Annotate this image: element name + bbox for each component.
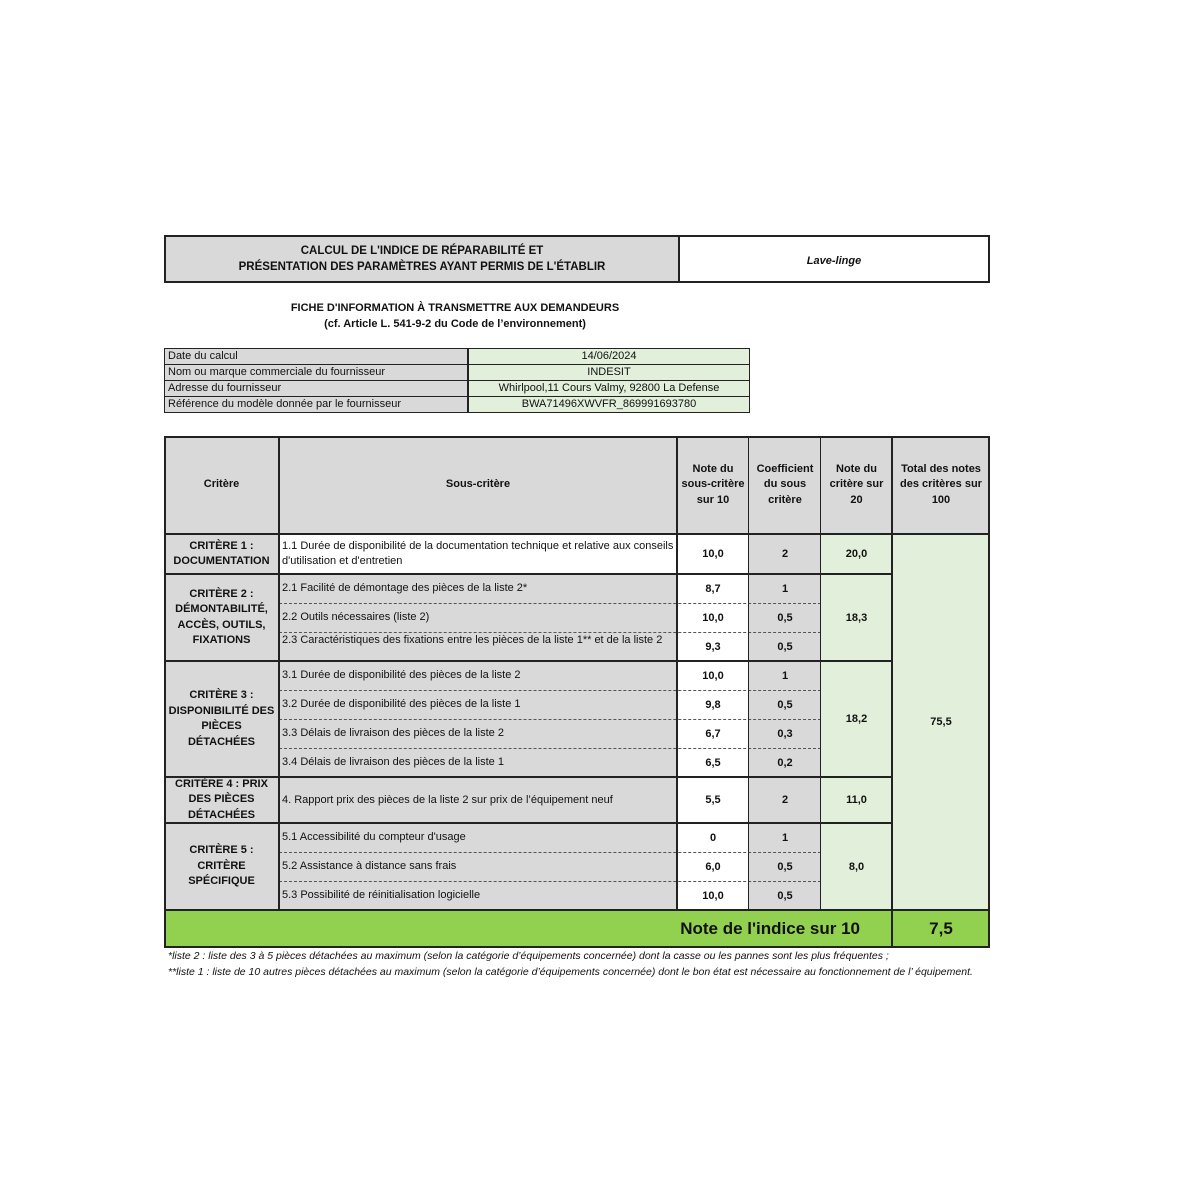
grid-line bbox=[748, 436, 749, 910]
product-type: Lave-linge bbox=[806, 255, 862, 267]
grid-line bbox=[164, 909, 990, 911]
col-header-note-sous: Note du sous-critère sur 10 bbox=[677, 436, 749, 534]
coef-2-3: 0,5 bbox=[749, 632, 821, 661]
row-separator bbox=[279, 852, 821, 853]
grid-border bbox=[988, 436, 990, 948]
coef-3-3: 0,3 bbox=[749, 719, 821, 748]
sub-criterion-3-2: 3.2 Durée de disponibilité des pièces de la liste 1 bbox=[279, 690, 677, 719]
grid-line bbox=[164, 660, 892, 662]
grid-line bbox=[676, 436, 678, 910]
coef-5-3: 0,5 bbox=[749, 881, 821, 910]
note-3-3: 6,7 bbox=[677, 719, 749, 748]
grid-border bbox=[164, 946, 990, 948]
coef-5-1: 1 bbox=[749, 823, 821, 852]
col-header-note-critere: Note du critère sur 20 bbox=[821, 436, 892, 534]
report-title bbox=[166, 237, 680, 281]
note-5-1: 0 bbox=[677, 823, 749, 852]
sub-criterion-4: 4. Rapport prix des pièces de la liste 2 sur prix de l’équipement neuf bbox=[279, 777, 677, 823]
info-label: Adresse du fournisseur bbox=[165, 381, 469, 397]
row-separator bbox=[279, 719, 821, 720]
criterion-5-name: CRITÈRE 5 : CRITÈRE SPÉCIFIQUE bbox=[164, 823, 279, 910]
col-header-coef: Coefficient du sous critère bbox=[749, 436, 821, 534]
criterion-1-name: CRITÈRE 1 : DOCUMENTATION bbox=[164, 534, 279, 574]
info-value: BWA71496XWVFR_869991693780 bbox=[468, 397, 750, 413]
note-2-1: 8,7 bbox=[677, 574, 749, 603]
criterion-5-score: 8,0 bbox=[821, 823, 892, 910]
col-header-sous-critere: Sous-critère bbox=[279, 436, 677, 534]
final-score-value: 7,5 bbox=[892, 910, 990, 948]
note-3-2: 9,8 bbox=[677, 690, 749, 719]
note-4: 5,5 bbox=[677, 777, 749, 823]
info-label: Référence du modèle donnée par le fournisseur bbox=[165, 397, 469, 413]
info-row bbox=[165, 397, 750, 413]
coef-3-1: 1 bbox=[749, 661, 821, 690]
criterion-3-score: 18,2 bbox=[821, 661, 892, 777]
note-1-1: 10,0 bbox=[677, 534, 749, 574]
note-2-3: 9,3 bbox=[677, 632, 749, 661]
footnote-liste-2: *liste 2 : liste des 3 à 5 pièces détachées au maximum (selon la catégorie d’équipements concernée) dont la casse ou les pannes sont les plus fréquentes ; bbox=[168, 950, 889, 962]
coef-3-4: 0,2 bbox=[749, 748, 821, 777]
note-3-1: 10,0 bbox=[677, 661, 749, 690]
grid-line bbox=[164, 573, 892, 575]
coef-3-2: 0,5 bbox=[749, 690, 821, 719]
report-header bbox=[164, 235, 990, 283]
grid-border bbox=[164, 436, 990, 438]
note-5-3: 10,0 bbox=[677, 881, 749, 910]
note-2-2: 10,0 bbox=[677, 603, 749, 632]
fiche-line1: FICHE D'INFORMATION À TRANSMETTRE AUX DEMANDEURS bbox=[290, 302, 620, 314]
sub-criterion-2-2: 2.2 Outils nécessaires (liste 2) bbox=[279, 603, 677, 632]
sub-criterion-1-1: 1.1 Durée de disponibilité de la documentation technique et relative aux conseils d'utilisation et d'entretien bbox=[279, 534, 677, 574]
note-3-4: 6,5 bbox=[677, 748, 749, 777]
report-title-line1: CALCUL DE L'INDICE DE RÉPARABILITÉ ET bbox=[300, 245, 544, 257]
sub-criterion-3-1: 3.1 Durée de disponibilité des pièces de la liste 2 bbox=[279, 661, 677, 690]
criterion-4-score: 11,0 bbox=[821, 777, 892, 823]
footnotes bbox=[168, 949, 998, 980]
fiche-line2: (cf. Article L. 541-9-2 du Code de l’environnement) bbox=[324, 318, 586, 330]
sub-criterion-5-3: 5.3 Possibilité de réinitialisation logicielle bbox=[279, 881, 677, 910]
criterion-2-score: 18,3 bbox=[821, 574, 892, 661]
row-separator bbox=[279, 748, 821, 749]
fiche-heading bbox=[260, 300, 650, 332]
sub-criterion-3-4: 3.4 Délais de livraison des pièces de la liste 1 bbox=[279, 748, 677, 777]
info-label: Date du calcul bbox=[165, 349, 469, 365]
info-value: 14/06/2024 bbox=[468, 349, 750, 365]
sub-criterion-2-3: 2.3 Caractéristiques des fixations entre les pièces de la liste 1** et de la liste 2 bbox=[279, 632, 677, 661]
criterion-2-name: CRITÈRE 2 : DÉMONTABILITÉ, ACCÈS, OUTILS, FIXATIONS bbox=[164, 574, 279, 661]
sub-criterion-2-1: 2.1 Facilité de démontage des pièces de la liste 2* bbox=[279, 574, 677, 603]
report-title-line2: PRÉSENTATION DES PARAMÈTRES AYANT PERMIS DE L'ÉTABLIR bbox=[238, 261, 606, 273]
grid-line bbox=[820, 436, 821, 910]
info-row bbox=[165, 365, 750, 381]
coef-2-1: 1 bbox=[749, 574, 821, 603]
grid-line bbox=[164, 533, 990, 535]
row-separator bbox=[279, 603, 821, 604]
coef-5-2: 0,5 bbox=[749, 852, 821, 881]
row-separator bbox=[279, 632, 821, 633]
supplier-info-table bbox=[164, 348, 750, 413]
criterion-3-name: CRITÈRE 3 : DISPONIBILITÉ DES PIÈCES DÉTACHÉES bbox=[164, 661, 279, 777]
grid-line bbox=[164, 822, 892, 824]
footnote-liste-1: **liste 1 : liste de 10 autres pièces détachées au maximum (selon la catégorie d’équipements concernée) dont le bon état est nécessaire au fonctionnement de l’ équipement. bbox=[168, 965, 973, 978]
row-separator bbox=[279, 690, 821, 691]
coef-4: 2 bbox=[749, 777, 821, 823]
total-score-100: 75,5 bbox=[892, 534, 990, 910]
criterion-4-name: CRITÈRE 4 : PRIX DES PIÈCES DÉTACHÉES bbox=[164, 777, 279, 823]
row-separator bbox=[279, 881, 821, 882]
grid-line bbox=[278, 436, 280, 910]
info-row bbox=[165, 381, 750, 397]
grid-line bbox=[891, 436, 893, 948]
info-row bbox=[165, 349, 750, 365]
info-value: Whirlpool,11 Cours Valmy, 92800 La Defense bbox=[468, 381, 750, 397]
grid-border bbox=[164, 436, 166, 948]
col-header-critere: Critère bbox=[164, 436, 279, 534]
info-label: Nom ou marque commerciale du fournisseur bbox=[165, 365, 469, 381]
coef-2-2: 0,5 bbox=[749, 603, 821, 632]
final-score-label: Note de l'indice sur 10 bbox=[164, 910, 892, 948]
sub-criterion-5-2: 5.2 Assistance à distance sans frais bbox=[279, 852, 677, 881]
note-5-2: 6,0 bbox=[677, 852, 749, 881]
coef-1-1: 2 bbox=[749, 534, 821, 574]
sub-criterion-3-3: 3.3 Délais de livraison des pièces de la liste 2 bbox=[279, 719, 677, 748]
sub-criterion-5-1: 5.1 Accessibilité du compteur d'usage bbox=[279, 823, 677, 852]
col-header-total: Total des notes des critères sur 100 bbox=[892, 436, 990, 534]
repairability-table bbox=[164, 436, 990, 948]
grid-line bbox=[164, 776, 892, 778]
criterion-1-score: 20,0 bbox=[821, 534, 892, 574]
info-value: INDESIT bbox=[468, 365, 750, 381]
